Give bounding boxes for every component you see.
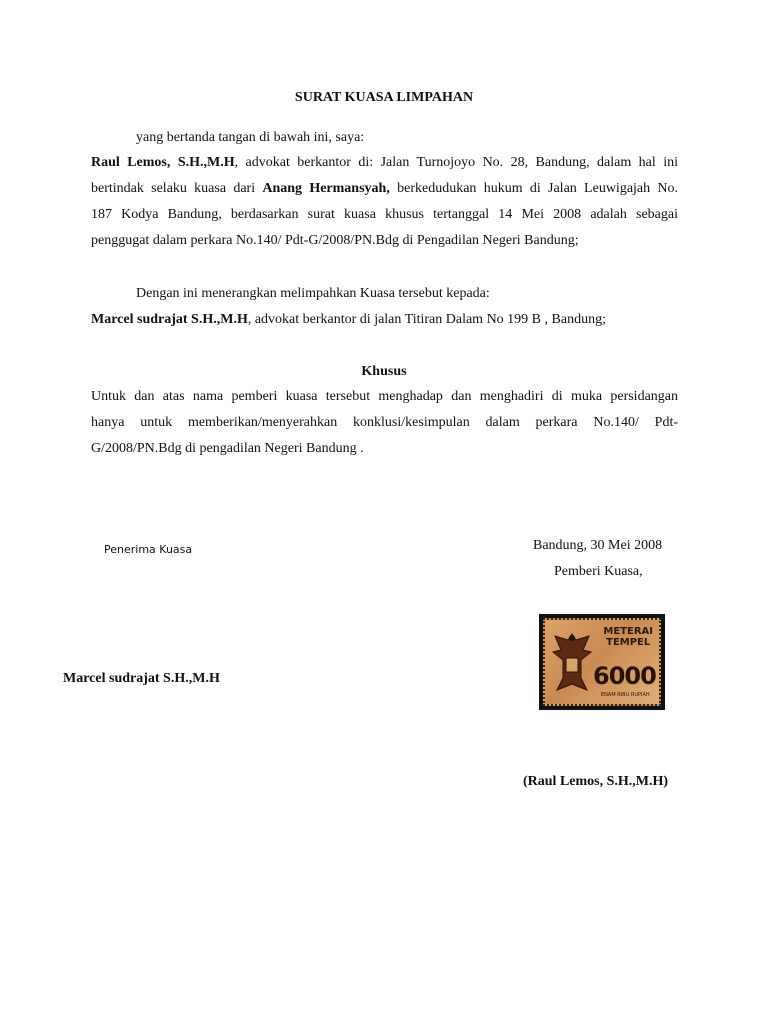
place-date: Bandung, 30 Mei 2008 xyxy=(533,538,663,553)
grantor-name: Raul Lemos, S.H.,M.H xyxy=(91,155,235,170)
garuda-emblem-icon xyxy=(551,628,593,698)
paragraph2-line xyxy=(91,312,606,328)
intro-line: yang bertanda tangan di bawah ini, saya: xyxy=(136,130,365,145)
khusus-line1: Untuk dan atas nama pemberi kuasa tersebut menghadap dan menghadiri di muka persidangan xyxy=(91,389,678,404)
paragraph1-line4: penggugat dalam perkara No.140/ Pdt-G/2008/PN.Bdg di Pengadilan Negeri Bandung; xyxy=(91,233,579,248)
paragraph1-line2 xyxy=(91,181,678,197)
stamp-line1: METERAI xyxy=(603,626,653,637)
giver-label: Pemberi Kuasa, xyxy=(554,564,643,579)
paragraph1-line2-pre: bertindak selaku kuasa dari xyxy=(91,181,263,196)
stamp-value: 6000 xyxy=(593,662,656,690)
paragraph1-line1-text: , advokat berkantor di: Jalan Turnojoyo No. 28, Bandung, dalam hal ini xyxy=(234,155,678,170)
paragraph1-line3: 187 Kodya Bandung, berdasarkan surat kuasa khusus tertanggal 14 Mei 2008 adalah sebagai xyxy=(91,207,678,222)
giver-signature-name: (Raul Lemos, S.H.,M.H) xyxy=(523,774,669,789)
khusus-line3: G/2008/PN.Bdg di pengadilan Negeri Bandung . xyxy=(91,441,364,456)
stamp-label xyxy=(603,626,653,648)
khusus-heading: Khusus xyxy=(361,364,407,379)
stamp-line2: TEMPEL xyxy=(606,637,651,648)
paragraph1-line1 xyxy=(91,155,678,171)
client-name: Anang Hermansyah, xyxy=(262,181,390,196)
recipient-label: Penerima Kuasa xyxy=(104,543,193,556)
meterai-stamp xyxy=(539,614,665,710)
paragraph2-text: , advokat berkantor di jalan Titiran Dalam No 199 B , Bandung; xyxy=(247,312,606,327)
stamp-face xyxy=(543,618,661,706)
paragraph1-line2-text: berkedudukan hukum di Jalan Leuwigajah No. xyxy=(389,181,679,196)
document-title: SURAT KUASA LIMPAHAN xyxy=(294,90,474,105)
paragraph2-intro: Dengan ini menerangkan melimpahkan Kuasa tersebut kepada: xyxy=(136,286,490,301)
recipient-signature-name: Marcel sudrajat S.H.,M.H xyxy=(63,671,220,686)
khusus-line2: hanya untuk memberikan/menyerahkan konklusi/kesimpulan dalam perkara No.140/ Pdt- xyxy=(91,415,678,430)
stamp-words: ENAM RIBU RUPIAH xyxy=(601,692,650,698)
recipient-name-inline: Marcel sudrajat S.H.,M.H xyxy=(91,312,248,327)
